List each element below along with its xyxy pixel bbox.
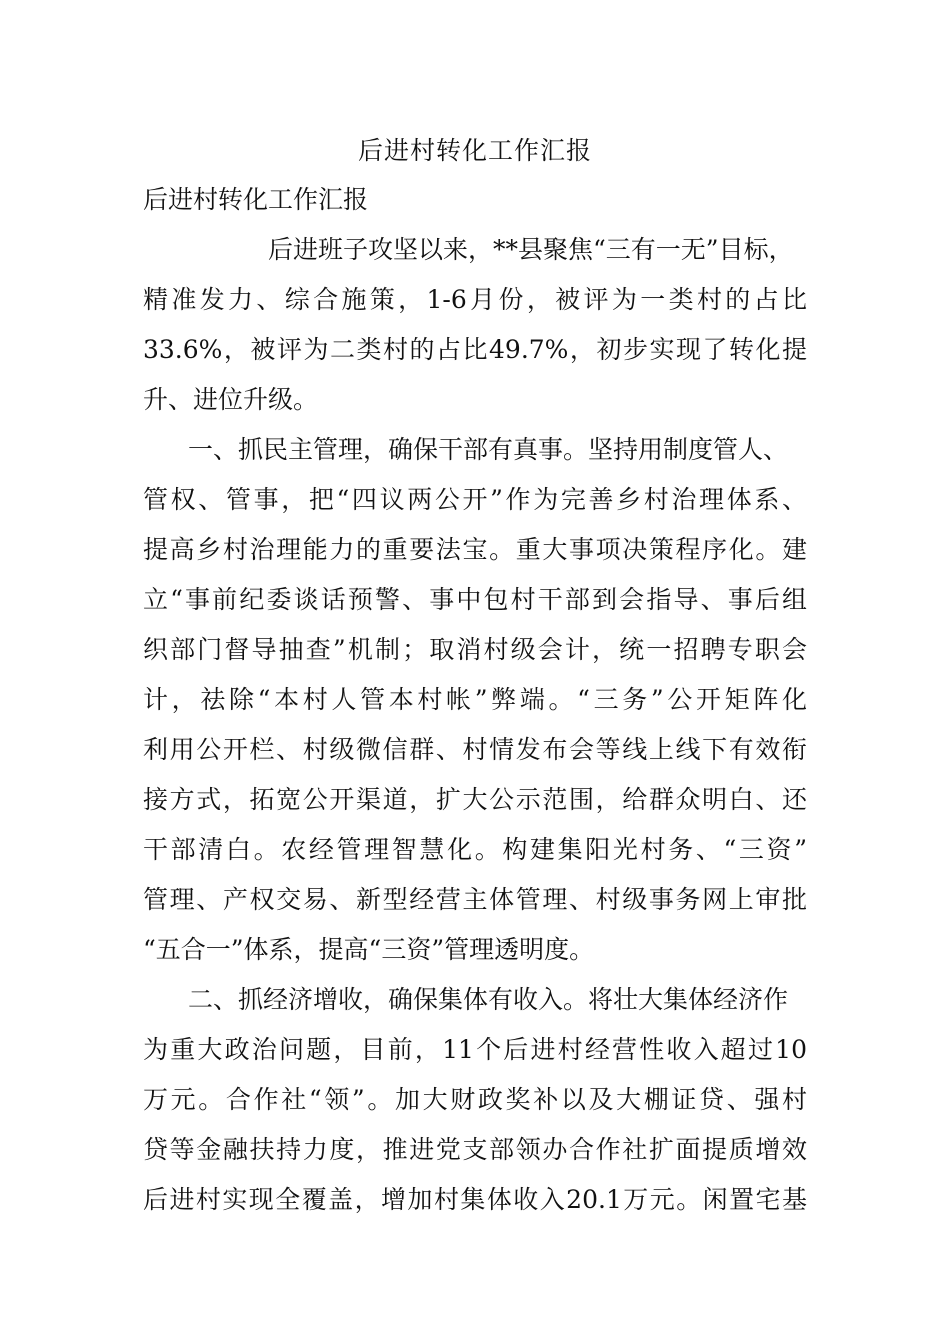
paragraph-line: 二、抓经济增收，确保集体有收入。将壮大集体经济作 xyxy=(188,985,789,1014)
paragraph-line: 精准发力、综合施策，1-6月份，被评为一类村的占比 xyxy=(143,285,807,314)
paragraph-line: 贷等金融扶持力度，推进党支部领办合作社扩面提质增效 xyxy=(143,1135,807,1164)
paragraph-line: 后进村实现全覆盖，增加村集体收入20.1万元。闲置宅基 xyxy=(143,1185,807,1214)
paragraph-line: 33.6%，被评为二类村的占比49.7%，初步实现了转化提 xyxy=(143,335,807,364)
paragraph-line: 提高乡村治理能力的重要法宝。重大事项决策程序化。建 xyxy=(143,535,807,564)
paragraph-line: 接方式，拓宽公开渠道，扩大公示范围，给群众明白、还 xyxy=(143,785,807,814)
paragraph-line: 管理、产权交易、新型经营主体管理、村级事务网上审批 xyxy=(143,885,807,914)
paragraph-line: 万元。合作社“领”。加大财政奖补以及大棚证贷、强村 xyxy=(143,1085,807,1114)
paragraph-line: “五合一”体系，提高“三资”管理透明度。 xyxy=(143,935,595,964)
paragraph-line: 干部清白。农经管理智慧化。构建集阳光村务、“三资” xyxy=(143,835,807,864)
document-title: 后进村转化工作汇报 xyxy=(357,136,592,165)
paragraph-line: 织部门督导抽查”机制；取消村级会计，统一招聘专职会 xyxy=(143,635,807,664)
paragraph-line: 后进班子攻坚以来，**县聚焦“三有一无”目标， xyxy=(268,235,794,264)
subtitle-line: 后进村转化工作汇报 xyxy=(143,185,369,214)
paragraph-line: 为重大政治问题，目前，11个后进村经营性收入超过10 xyxy=(143,1035,807,1064)
paragraph-line: 一、抓民主管理，确保干部有真事。坚持用制度管人、 xyxy=(188,435,789,464)
paragraph-line: 升、进位升级。 xyxy=(143,385,319,414)
paragraph-line: 立“事前纪委谈话预警、事中包村干部到会指导、事后组 xyxy=(143,585,807,614)
paragraph-line: 管权、管事，把“四议两公开”作为完善乡村治理体系、 xyxy=(143,485,807,514)
paragraph-line: 利用公开栏、村级微信群、村情发布会等线上线下有效衔 xyxy=(143,735,807,764)
paragraph-line: 计，祛除“本村人管本村帐”弊端。“三务”公开矩阵化 xyxy=(143,685,807,714)
